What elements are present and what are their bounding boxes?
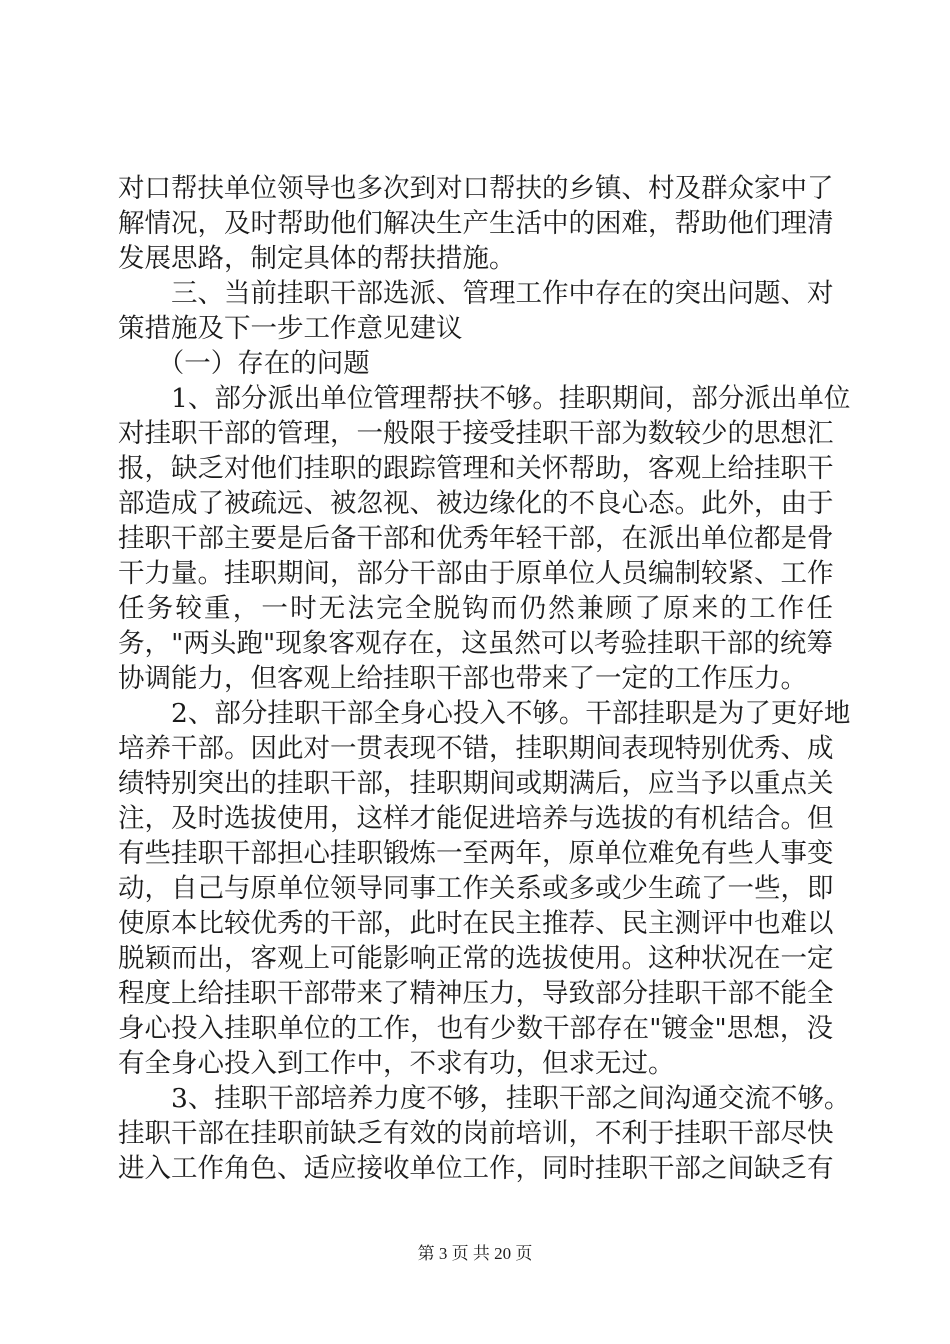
text-line: 对口帮扶单位领导也多次到对口帮扶的乡镇、村及群众家中了 <box>118 173 834 204</box>
text-line: 报，缺乏对他们挂职的跟踪管理和关怀帮助，客观上给挂职干 <box>118 453 834 484</box>
text-line: 使原本比较优秀的干部，此时在民主推荐、民主测评中也难以 <box>118 908 834 939</box>
text-line: 部造成了被疏远、被忽视、被边缘化的不良心态。此外，由于 <box>118 488 834 519</box>
text-line: 协调能力，但客观上给挂职干部也带来了一定的工作压力。 <box>118 663 807 694</box>
text-line: 挂职干部主要是后备干部和优秀年轻干部，在派出单位都是骨 <box>118 523 834 554</box>
subsection-heading: （一）存在的问题 <box>118 348 370 379</box>
text-line: 有些挂职干部担心挂职锻炼一至两年，原单位难免有些人事变 <box>118 838 834 869</box>
text-line: 挂职干部在挂职前缺乏有效的岗前培训，不利于挂职干部尽快 <box>118 1118 834 1149</box>
text-line: 进入工作角色、适应接收单位工作，同时挂职干部之间缺乏有 <box>118 1153 834 1184</box>
text-line: 干力量。挂职期间，部分干部由于原单位人员编制较紧、工作 <box>118 558 834 589</box>
text-line: 解情况，及时帮助他们解决生产生活中的困难，帮助他们理清 <box>118 208 834 239</box>
text-line: 脱颖而出，客观上可能影响正常的选拔使用。这种状况在一定 <box>118 943 834 974</box>
text-line: 任务较重，一时无法完全脱钩而仍然兼顾了原来的工作任 <box>118 593 833 624</box>
text-line: 有全身心投入到工作中，不求有功，但求无过。 <box>118 1048 675 1079</box>
section-heading-cont: 策措施及下一步工作意见建议 <box>118 313 463 344</box>
text-line: 培养干部。因此对一贯表现不错，挂职期间表现特别优秀、成 <box>118 733 834 764</box>
text-line: 注，及时选拔使用，这样才能促进培养与选拔的有机结合。但 <box>118 803 834 834</box>
text-line: 1、部分派出单位管理帮扶不够。挂职期间，部分派出单位 <box>118 383 851 414</box>
text-line: 发展思路，制定具体的帮扶措施。 <box>118 243 516 274</box>
text-line: 3、挂职干部培养力度不够，挂职干部之间沟通交流不够。 <box>118 1083 851 1114</box>
text-line: 务，"两头跑"现象客观存在，这虽然可以考验挂职干部的统筹 <box>118 628 833 659</box>
text-line: 动，自己与原单位领导同事工作关系或多或少生疏了一些，即 <box>118 873 834 904</box>
page-number-footer: 第 3 页 共 20 页 <box>417 1244 533 1263</box>
text-line: 绩特别突出的挂职干部，挂职期间或期满后，应当予以重点关 <box>118 768 834 799</box>
section-heading: 三、当前挂职干部选派、管理工作中存在的突出问题、对 <box>118 278 834 309</box>
text-line: 身心投入挂职单位的工作，也有少数干部存在"镀金"思想，没 <box>118 1013 833 1044</box>
text-line: 2、部分挂职干部全身心投入不够。干部挂职是为了更好地 <box>118 698 851 729</box>
text-line: 对挂职干部的管理，一般限于接受挂职干部为数较少的思想汇 <box>118 418 834 449</box>
text-line: 程度上给挂职干部带来了精神压力，导致部分挂职干部不能全 <box>118 978 834 1009</box>
